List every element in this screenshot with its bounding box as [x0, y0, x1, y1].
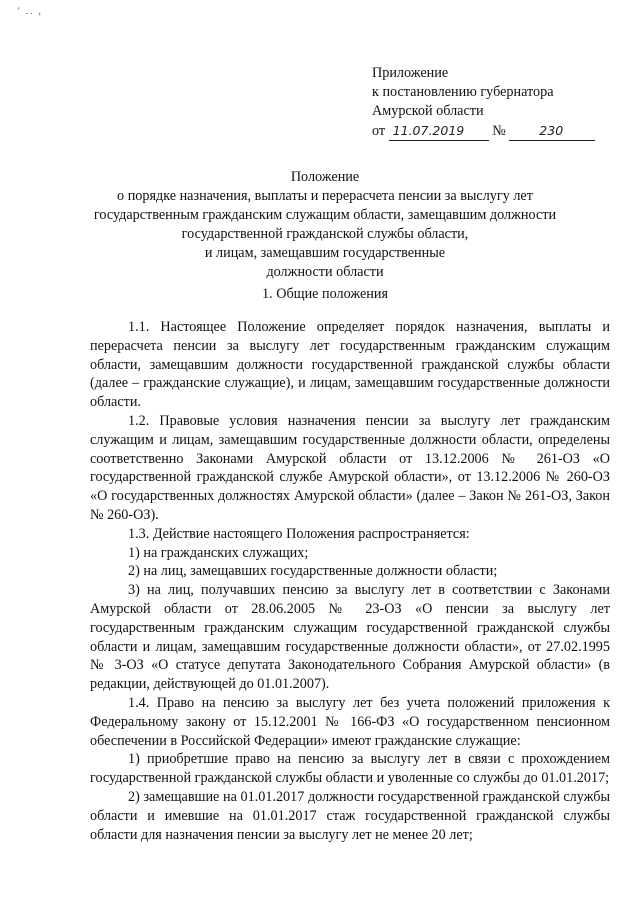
- document-title: [90, 168, 560, 282]
- title-line-3: государственным гражданским служащим области, замещавшим должности: [93, 207, 557, 223]
- list-item: 2) замещавшие на 01.01.2017 должности государственной гражданской службы области и имевшие на 01.01.2017 стаж государственной гражданской службы области для назначения пенсии за выслугу лет не менее 20 лет;: [90, 788, 610, 843]
- paragraph-1-2: 1.2. Правовые условия назначения пенсии за выслугу лет гражданским служащим и лицам, замещавшим государственные должности области, определены соответственно Законами Амурской области от 13.12.2006 № 261-ОЗ «О государственной гражданской службе Амурской области», от 13.12.2006 № 260-ОЗ «О государственных должностях Амурской области» (далее – Закон № 261-ОЗ, Закон № 260-ОЗ).: [90, 412, 610, 523]
- paragraph-1-1: 1.1. Настоящее Положение определяет порядок назначения, выплаты и перерасчета пенсии за выслугу лет государственным гражданским служащим области, замещавшим должности государственной гражданской службы области (далее – гражданские служащие), и лицам, замещавшим государственные должности области.: [90, 319, 610, 411]
- number-label: №: [492, 123, 506, 139]
- appendix-line-1: Приложение: [372, 65, 449, 81]
- title-line-4: государственной гражданской службы области,: [181, 226, 469, 242]
- title-line-1: Положение: [290, 169, 360, 185]
- list-item: 1) приобретшие право на пенсию за выслугу лет в связи с прохождением государственной гражданской службы области и уволенные со службы до 01.01.2017;: [90, 751, 610, 787]
- appendix-date-line: [372, 121, 595, 141]
- title-line-2: о порядке назначения, выплаты и перерасчета пенсии за выслугу лет: [117, 188, 533, 204]
- title-line-6: должности области: [266, 264, 384, 280]
- appendix-block: [372, 64, 595, 141]
- paragraph-1-4: 1.4. Право на пенсию за выслугу лет без учета положений приложения к Федеральному закону от 15.12.2001 № 166-ФЗ «О государственном пенсионном обеспечении в Российской Федерации» имеют гражданские служащие:: [90, 694, 610, 749]
- document-body: [90, 318, 610, 844]
- section-heading: 1. Общие положения: [262, 286, 388, 302]
- title-line-5: и лицам, замещавшим государственные: [204, 245, 446, 261]
- handwritten-number: 230: [509, 121, 595, 141]
- list-item: 3) на лиц, получавших пенсию за выслугу лет в соответствии с Законами Амурской области от 28.06.2005 № 23-ОЗ «О пенсии за выслугу лет государственным гражданским служащим государственной гражданской службы области и лицам, замещавшим государственные должности области», от 27.02.1995 № 3-ОЗ «О статусе депутата Законодательного Собрания Амурской области» (в редакции, действующей до 01.01.2007).: [90, 582, 610, 693]
- paragraph-1-3: 1.3. Действие настоящего Положения распространяется:: [128, 525, 470, 542]
- appendix-line-2: к постановлению губернатора: [372, 84, 554, 100]
- from-label: от: [372, 123, 386, 139]
- handwritten-date: 11.07.2019: [389, 121, 489, 141]
- list-item: 1) на гражданских служащих;: [128, 544, 309, 561]
- scan-marks: ' .. ,: [18, 6, 43, 16]
- list-item: 2) на лиц, замещавших государственные должности области;: [128, 563, 498, 580]
- appendix-line-3: Амурской области: [372, 103, 484, 119]
